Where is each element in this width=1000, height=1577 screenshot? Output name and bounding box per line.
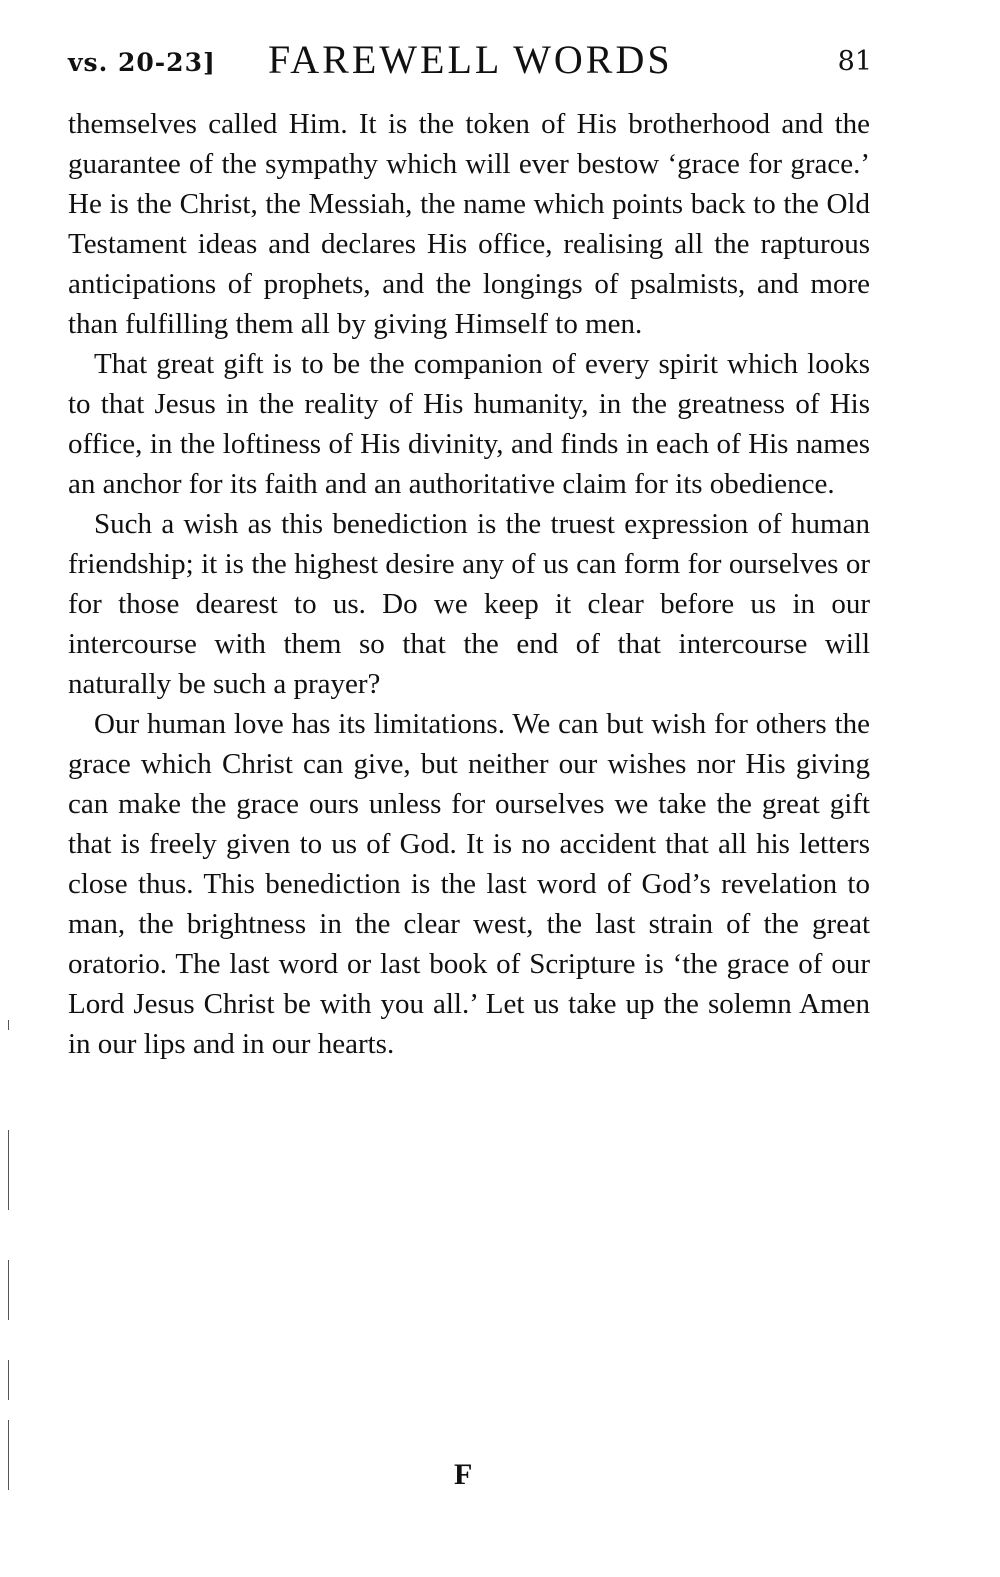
page-number: 81	[837, 46, 872, 77]
scan-speck	[8, 1130, 9, 1210]
paragraph-2: That great gift is to be the companion of every spirit which looks to that Jesus in the reality of His humanity, in the greatness of His office, in the loftiness of His divinity, and finds in each of His names an anchor for its faith and an authoritative claim for its obedience.	[68, 348, 870, 500]
scan-margin-specks	[8, 900, 12, 1500]
paragraph-3: Such a wish as this benediction is the truest expression of human friendship; it is the highest desire any of us can form for ourselves or for those dearest to us. Do we keep it clear before us in our intercourse with them so that the end of that intercourse will naturally be such a prayer?	[68, 508, 870, 700]
running-header	[68, 36, 872, 86]
paragraph-1: themselves called Him. It is the token of His brotherhood and the guarantee of the sympathy which will ever bestow ‘grace for grace.’ He is the Christ, the Messiah, the name which points back to the Old Testament ideas and declares His office, realising all the rapturous anticipations of prophets, and the longings of psalmists, and more than fulfilling them all by giving Himself to men.	[68, 108, 870, 340]
body-text	[68, 104, 870, 1064]
scan-speck	[8, 1360, 9, 1400]
scan-speck	[8, 1020, 9, 1030]
verse-reference: vs. 20-23]	[68, 48, 216, 77]
signature-mark: F	[454, 1458, 473, 1491]
scan-speck	[8, 1420, 9, 1490]
paragraph-4: Our human love has its limitations. We can but wish for others the grace which Christ can give, but neither our wishes nor His giving can make the grace ours unless for ourselves we take the great gift that is freely given to us of God. It is no accident that all his letters close thus. This benediction is the last word of God’s revelation to man, the brightness in the clear west, the last strain of the great oratorio. The last word or last book of Scripture is ‘the grace of our Lord Jesus Christ be with you all.’ Let us take up the solemn Amen in our lips and in our hearts.	[68, 708, 870, 1060]
scan-speck	[8, 1260, 9, 1320]
running-title: FAREWELL WORDS	[268, 37, 673, 82]
